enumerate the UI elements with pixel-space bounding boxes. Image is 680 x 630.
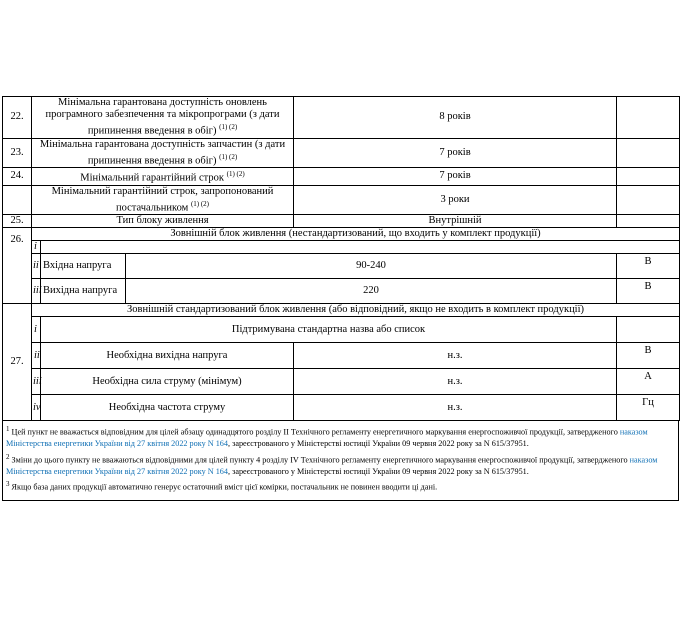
table-row — [3, 317, 680, 343]
sub-unit — [617, 317, 680, 343]
table-row — [3, 395, 680, 421]
table-row — [3, 241, 680, 254]
row-number: 26. — [3, 228, 32, 304]
row-value: 7 років — [294, 168, 617, 186]
sub-unit: А — [617, 369, 680, 395]
sub-value: н.з. — [294, 395, 617, 421]
product-information-sheet — [2, 96, 679, 501]
table-row — [3, 97, 680, 139]
sub-index: iii — [32, 279, 41, 304]
table-row — [3, 215, 680, 228]
table-row — [3, 185, 680, 215]
row-value: 7 років — [294, 138, 617, 168]
sub-index: iii — [32, 369, 41, 395]
row-value: Внутрішній — [294, 215, 617, 228]
row-label: Мінімальний гарантійний строк $^{(1) (2)}$ — [32, 168, 294, 186]
row-number — [3, 185, 32, 215]
table-row — [3, 254, 680, 279]
sub-label: Підтримувана стандартна назва або список — [41, 317, 617, 343]
footnotes — [2, 421, 679, 501]
sub-label: Необхідна частота струму — [41, 395, 294, 421]
sub-value: 90-240 — [126, 254, 617, 279]
row-unit — [617, 97, 680, 139]
row-unit — [617, 138, 680, 168]
footnote-1: $^1$ Цей пункт не вважається відповідним для цілей абзацу одинадцятого розділу II Технічного регламенту енергетичного маркування енергоспоживчої продукції, затвердженого наказом Міністерства енергетики України від 27 квітня 2022 року N 164, зареєстрованого у Міністерстві юстиції України 09 червня 2022 року за N 615/37951. — [6, 425, 648, 449]
decree-link[interactable]: наказом Міністерства енергетики України від 27 квітня 2022 року N 164 — [6, 455, 658, 476]
sub-index: ii — [32, 254, 41, 279]
parameters-table — [2, 96, 680, 421]
row-number: 27. — [3, 304, 32, 421]
row-label: Мінімальний гарантійний строк, запропонований постачальником $^{(1) (2)}$ — [32, 185, 294, 215]
table-row — [3, 304, 680, 317]
section-title: Зовнішній стандартизований блок живлення (або відповідний, якщо не входить в комплект продукції) — [32, 304, 680, 317]
sub-unit: В — [617, 343, 680, 369]
row-label: Мінімальна гарантована доступність запчастин (з дати припинення введення в обіг) $^{(1) (2)}$ — [32, 138, 294, 168]
row-value: 3 роки — [294, 185, 617, 215]
sub-value: н.з. — [294, 369, 617, 395]
row-number: 23. — [3, 138, 32, 168]
sub-value: н.з. — [294, 343, 617, 369]
table-row — [3, 279, 680, 304]
sub-index: i — [32, 241, 41, 254]
row-unit — [617, 168, 680, 186]
sub-label: Вхідна напруга — [41, 254, 126, 279]
table-row — [3, 343, 680, 369]
row-unit — [617, 215, 680, 228]
row-value: 8 років — [294, 97, 617, 139]
row-label: Тип блоку живлення — [32, 215, 294, 228]
footnote-2: $^2$ Зміни до цього пункту не вважаються відповідними для цілей пункту 4 розділу IV Технічного регламенту енергетичного маркування енергоспоживчої продукції, затвердженого наказом Міністерства енергетики України від 27 квітня 2022 року N 164, зареєстрованого у Міністерстві юстиції України 09 червня 2022 року за N 615/37951. — [6, 452, 658, 476]
sub-label: Необхідна вихідна напруга — [41, 343, 294, 369]
table-row — [3, 228, 680, 241]
decree-link[interactable]: наказом Міністерства енергетики України від 27 квітня 2022 року N 164 — [6, 427, 648, 449]
sub-index: i — [32, 317, 41, 343]
row-number: 25. — [3, 215, 32, 228]
row-label: Мінімальна гарантована доступність оновлень програмного забезпечення та мікропрограми (з дати припинення введення в обіг) $^{(1) (2)}$ — [32, 97, 294, 139]
footnote-3: $^3$ Якщо база даних продукції автоматично генерує остаточний вміст цієї комірки, постачальник не повинен вводити ці дані. — [6, 480, 438, 493]
table-row — [3, 168, 680, 186]
sub-index: iv — [32, 395, 41, 421]
row-unit — [617, 185, 680, 215]
sub-unit: В — [617, 279, 680, 304]
sub-label: Вихідна напруга — [41, 279, 126, 304]
sub-unit: Гц — [617, 395, 680, 421]
table-row — [3, 138, 680, 168]
section-title: Зовнішній блок живлення (нестандартизований, що входить у комплект продукції) — [32, 228, 680, 241]
row-number: 22. — [3, 97, 32, 139]
table-row — [3, 369, 680, 395]
sub-value: 220 — [126, 279, 617, 304]
sub-unit: В — [617, 254, 680, 279]
sub-value — [41, 241, 680, 254]
row-number: 24. — [3, 168, 32, 186]
sub-label: Необхідна сила струму (мінімум) — [41, 369, 294, 395]
sub-index: ii — [32, 343, 41, 369]
